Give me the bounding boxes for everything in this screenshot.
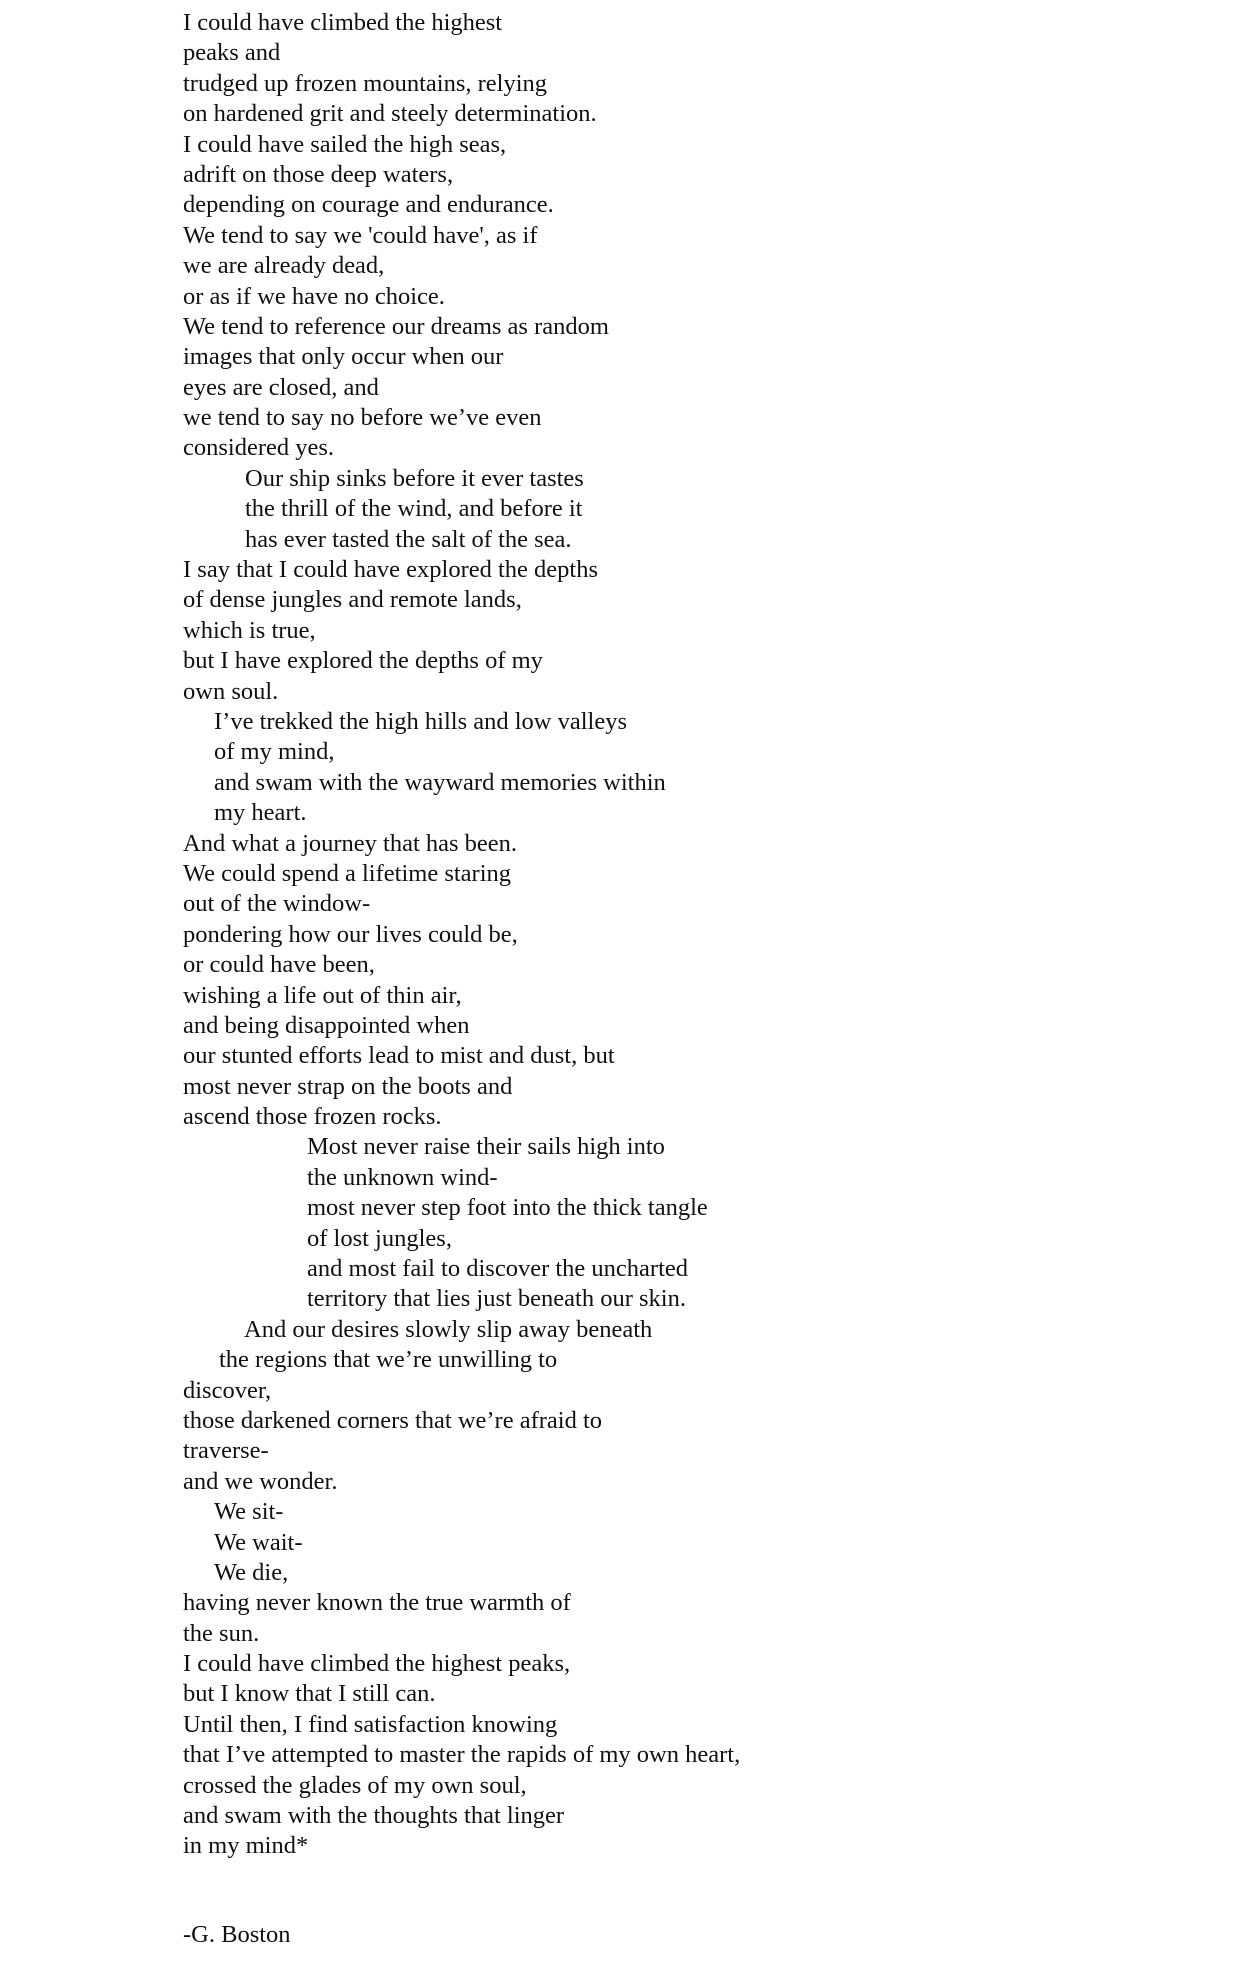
poem-line: has ever tasted the salt of the sea. <box>245 525 572 553</box>
poem-line: eyes are closed, and <box>183 373 379 401</box>
poem-line: discover, <box>183 1376 272 1404</box>
poem-line: and most fail to discover the uncharted <box>307 1255 688 1283</box>
poem-line: in my mind* <box>183 1832 309 1860</box>
poem-line: images that only occur when our <box>183 343 504 371</box>
poem-line: considered yes. <box>183 434 335 462</box>
poem-signature: -G. Boston <box>183 1921 291 1948</box>
poem-line: I could have climbed the highest peaks, <box>183 1650 571 1678</box>
poem-line: our stunted efforts lead to mist and dust, but <box>183 1042 615 1070</box>
poem-line: or could have been, <box>183 951 375 979</box>
poem-line: Until then, I find satisfaction knowing <box>183 1710 558 1738</box>
poem-line: my heart. <box>214 799 307 827</box>
poem-line: crossed the glades of my own soul, <box>183 1771 527 1799</box>
poem-line: the thrill of the wind, and before it <box>245 495 583 523</box>
poem-line: I could have sailed the high seas, <box>183 130 507 158</box>
poem-line: Most never raise their sails high into <box>307 1133 665 1161</box>
poem-line: We could spend a lifetime staring <box>183 859 511 887</box>
poem-line: and we wonder. <box>183 1467 338 1495</box>
poem-body <box>183 8 740 1862</box>
poem-line: having never known the true warmth of <box>183 1589 571 1617</box>
poem-line: on hardened grit and steely determination. <box>183 100 597 128</box>
poem-line: but I have explored the depths of my <box>183 647 543 675</box>
poem-line: We wait- <box>214 1528 303 1556</box>
poem-line: adrift on those deep waters, <box>183 160 454 188</box>
poem-line: but I know that I still can. <box>183 1680 436 1708</box>
poem-line: We tend to reference our dreams as random <box>183 312 609 340</box>
poem-line: we are already dead, <box>183 252 385 280</box>
poem-line: or as if we have no choice. <box>183 282 445 310</box>
poem-line: We die, <box>214 1558 289 1586</box>
poem-line: most never step foot into the thick tangle <box>307 1194 708 1222</box>
poem-line: pondering how our lives could be, <box>183 920 518 948</box>
poem-line: wishing a life out of thin air, <box>183 981 462 1009</box>
poem-line: of dense jungles and remote lands, <box>183 586 522 614</box>
poem-line: and swam with the wayward memories within <box>214 768 666 796</box>
poem-line: And our desires slowly slip away beneath <box>244 1315 653 1343</box>
poem-line: We tend to say we 'could have', as if <box>183 221 538 249</box>
poem-line: I say that I could have explored the depths <box>183 556 599 584</box>
poem-line: own soul. <box>183 677 279 705</box>
poem-line: I could have climbed the highest <box>183 9 503 36</box>
poem-line: of lost jungles, <box>307 1224 452 1252</box>
poem-line: of my mind, <box>214 738 335 766</box>
poem-line: peaks and <box>183 39 281 67</box>
poem-line: We sit- <box>214 1498 284 1526</box>
poem-line: which is true, <box>183 616 316 644</box>
poem-line: I’ve trekked the high hills and low valleys <box>214 707 627 735</box>
poem-line: that I’ve attempted to master the rapids of my own heart, <box>183 1741 741 1769</box>
poem-line: we tend to say no before we’ve even <box>183 404 542 432</box>
poem-line: the sun. <box>183 1619 260 1647</box>
poem-line: most never strap on the boots and <box>183 1072 513 1100</box>
poem-line: depending on courage and endurance. <box>183 191 554 219</box>
poem-line: territory that lies just beneath our skin. <box>307 1285 686 1313</box>
poem-line: and being disappointed when <box>183 1011 470 1039</box>
poem-line: out of the window- <box>183 890 371 918</box>
poem-line: And what a journey that has been. <box>183 829 518 857</box>
poem-line: the regions that we’re unwilling to <box>219 1346 558 1374</box>
poem-line: and swam with the thoughts that linger <box>183 1802 565 1830</box>
poem-line: the unknown wind- <box>307 1163 498 1191</box>
poem-line: those darkened corners that we’re afraid to <box>183 1406 603 1434</box>
poem-line: Our ship sinks before it ever tastes <box>245 464 584 492</box>
poem-line: trudged up frozen mountains, relying <box>183 69 548 97</box>
poem-line: ascend those frozen rocks. <box>183 1103 442 1131</box>
poem-line: traverse- <box>183 1437 269 1465</box>
